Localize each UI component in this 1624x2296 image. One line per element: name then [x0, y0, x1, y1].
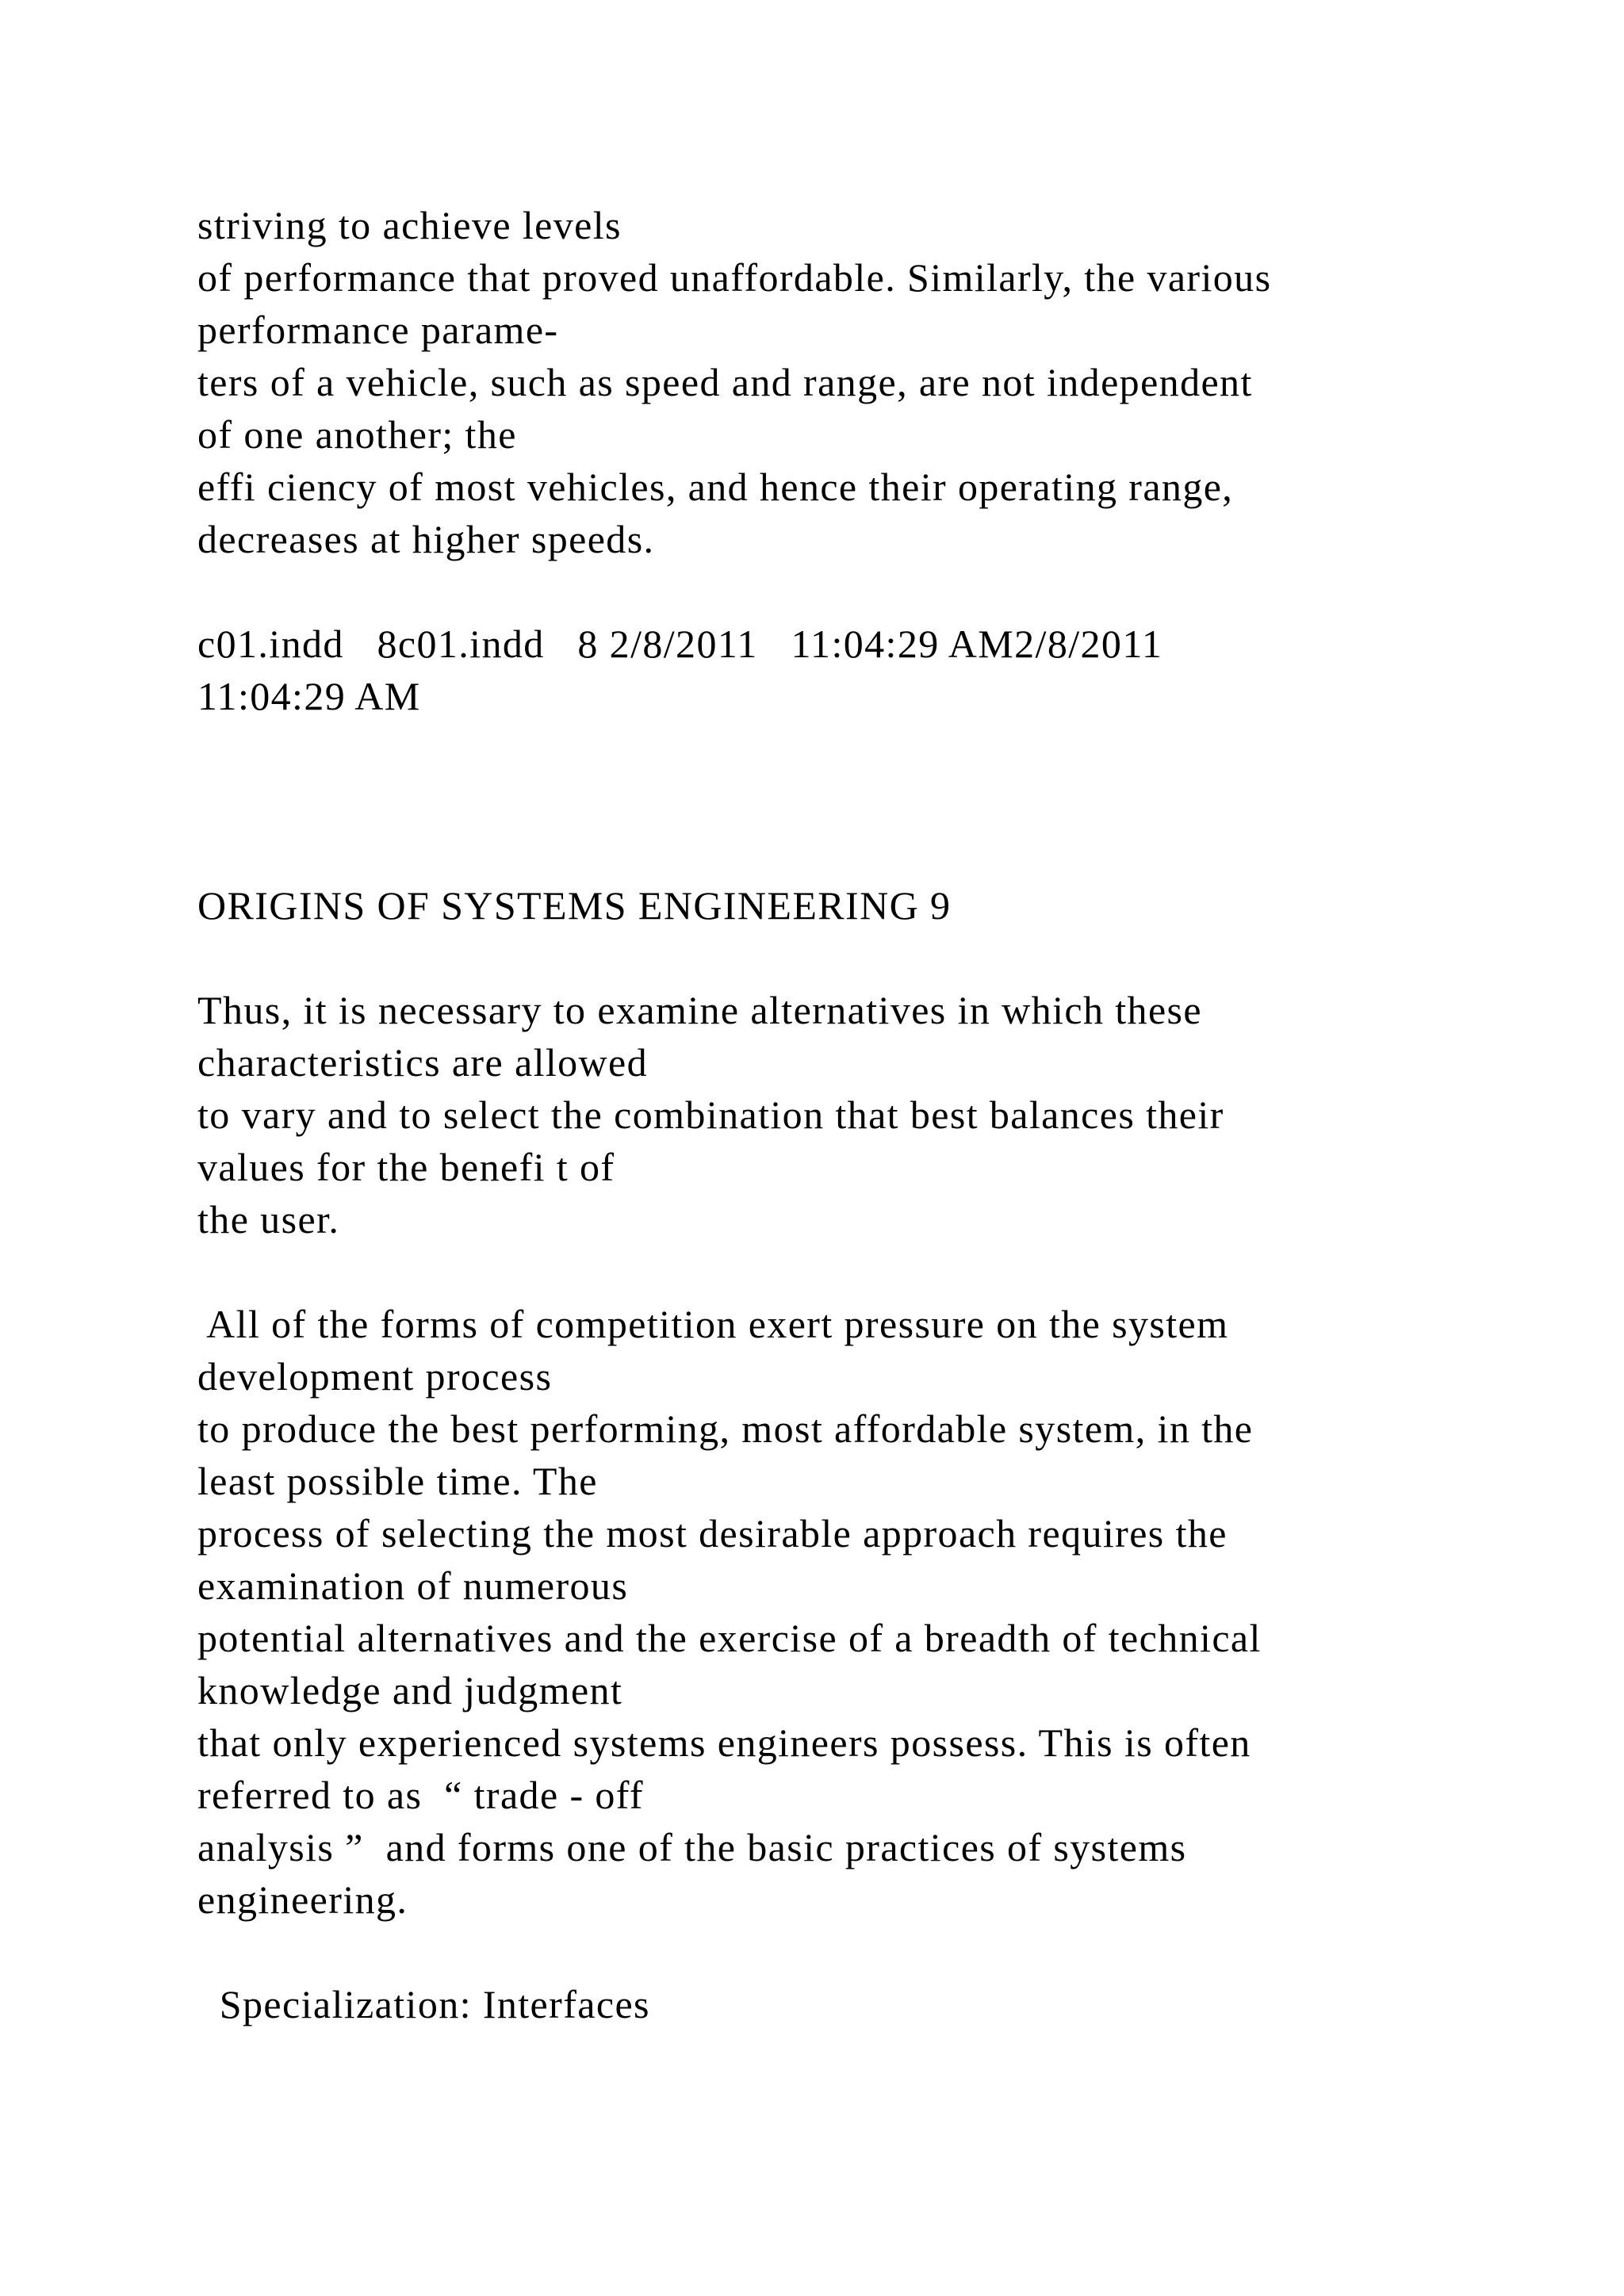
body-text-line: performance parame-	[197, 308, 559, 352]
body-text-line: development process	[197, 1354, 553, 1399]
body-text-line: the user.	[197, 1197, 340, 1242]
body-text-line: values for the benefi t of	[197, 1145, 615, 1189]
body-text-line: referred to as “ trade - off	[197, 1773, 644, 1817]
body-text-line: to produce the best performing, most affordable system, in the	[197, 1406, 1254, 1451]
body-text-line: examination of numerous	[197, 1563, 629, 1608]
body-text-line: engineering.	[197, 1877, 408, 1922]
body-text-line: ters of a vehicle, such as speed and range, are not independent	[197, 360, 1253, 404]
body-text-line: knowledge and judgment	[197, 1668, 623, 1712]
body-text-line: least possible time. The	[197, 1459, 598, 1503]
body-text-line: analysis ” and forms one of the basic practices of systems	[197, 1825, 1187, 1869]
body-text-line: potential alternatives and the exercise of a breadth of technical	[197, 1616, 1262, 1660]
body-text-line: effi ciency of most vehicles, and hence their operating range,	[197, 465, 1234, 509]
body-text-line: that only experienced systems engineers possess. This is often	[197, 1720, 1251, 1765]
body-text-line: characteristics are allowed	[197, 1040, 649, 1085]
running-header: ORIGINS OF SYSTEMS ENGINEERING 9	[197, 883, 952, 928]
body-text-line: process of selecting the most desirable approach requires the	[197, 1511, 1228, 1556]
body-text-line: striving to achieve levels	[197, 203, 622, 247]
section-heading: Specialization: Interfaces	[197, 1982, 650, 2026]
body-text-line: of one another; the	[197, 412, 517, 457]
body-text-line: to vary and to select the combination that best balances their	[197, 1093, 1224, 1137]
file-stamp-line: c01.indd 8c01.indd 8 2/8/2011 11:04:29 AM2/8/2011	[197, 622, 1163, 666]
body-text-line: decreases at higher speeds.	[197, 517, 655, 561]
body-text-line: of performance that proved unaffordable. Similarly, the various	[197, 255, 1272, 300]
body-text-line: All of the forms of competition exert pressure on the system	[197, 1302, 1229, 1346]
body-text-line: Thus, it is necessary to examine alternatives in which these	[197, 988, 1202, 1032]
file-stamp-line: 11:04:29 AM	[197, 674, 421, 718]
